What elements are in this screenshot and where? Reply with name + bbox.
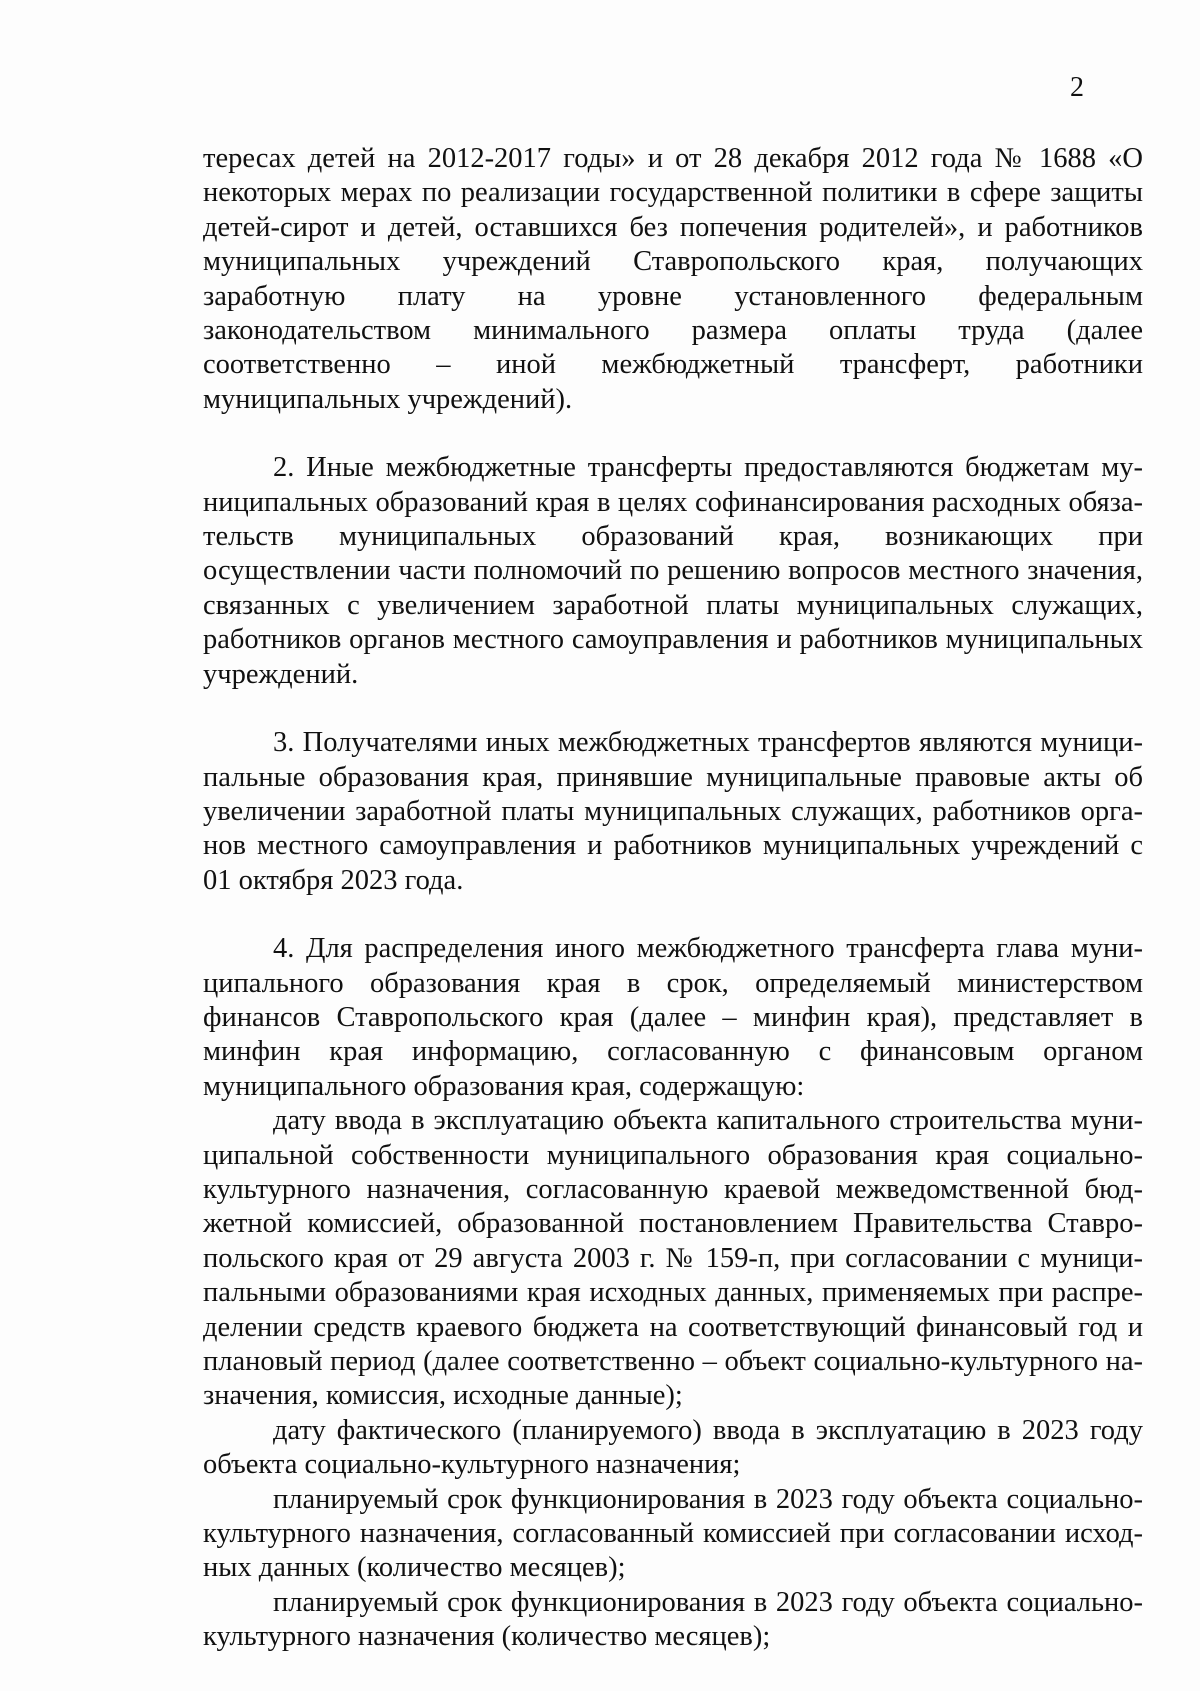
document-body xyxy=(203,142,1143,1655)
page-number: 2 xyxy=(1070,72,1084,103)
paragraph-continuation: тересах детей на 2012-2017 годы» и от 28 декабря 2012 года № 1688 «О некоторых мерах по реализации государственной политики в сфере защиты детей-сирот и детей, оставшихся без попечения родителей», и работников муниципальных учреждений Ставропольского края, получающих заработную плату на уровне установленного федеральным законодательством минимального размера оплаты труда (далее соответственно – иной межбюджетный трансферт, работники муниципальных учреждений). xyxy=(203,143,1143,415)
list-item-commissioning-date: дату ввода в эксплуатацию объекта капитального строительства муниципальной собственности муниципального образования края социально-культурного назначения, согласованную краевой межведомственной бюджетной комиссией, образованной постановлением Правительства Ставропольского края от 29 августа 2003 г. № 159-п, при согласовании с муниципальными образованиями края исходных данных, применяемых при распределении средств краевого бюджета на соответствующий финансовый год и плановый период (далее соответственно – объект социально-культурного назначения, комиссия, исходные данные); xyxy=(203,1105,1143,1412)
paragraph-item-4: 4. Для распределения иного межбюджетного трансферта глава муниципального образования края в срок, определяемый министерством финансов Ставропольского края (далее – минфин края), представляет в минфин края информацию, согласованную с финансовым органом муниципального образования края, содержащую: xyxy=(203,933,1143,1102)
paragraph-item-2: 2. Иные межбюджетные трансферты предоставляются бюджетам муниципальных образований края в целях софинансирования расходных обязательств муниципальных образований края, возникающих при осуществлении части полномочий по решению вопросов местного значения, связанных с увеличением заработной платы муниципальных служащих, работников органов местного самоуправления и работников муниципальных учреждений. xyxy=(203,452,1143,690)
paragraph-item-3: 3. Получателями иных межбюджетных трансфертов являются муниципальные образования края, принявшие муниципальные правовые акты об увеличении заработной платы муниципальных служащих, работников органов местного самоуправления и работников муниципальных учреждений с 01 октября 2023 года. xyxy=(203,727,1143,896)
list-item-planned-operation-term: планируемый срок функционирования в 2023 году объекта социально-культурного назначения (количество месяцев); xyxy=(203,1586,1143,1653)
list-item-actual-commissioning-date: дату фактического (планируемого) ввода в эксплуатацию в 2023 году объекта социально-культурного назначения; xyxy=(203,1414,1143,1481)
list-item-approved-operation-term: планируемый срок функционирования в 2023 году объекта социально-культурного назначения, согласованный комиссией при согласовании исходных данных (количество месяцев); xyxy=(203,1483,1143,1584)
